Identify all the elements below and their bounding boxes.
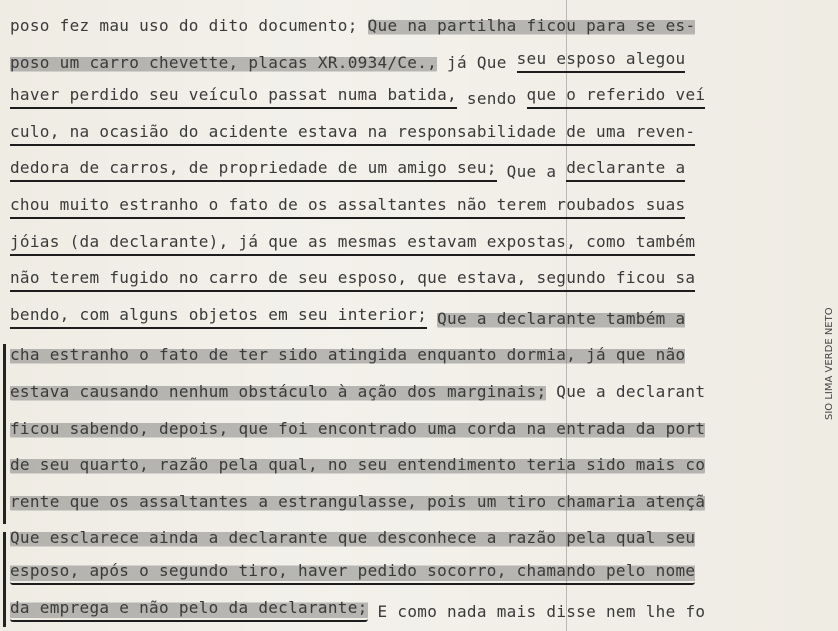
text-segment: Que a declarant <box>546 382 706 401</box>
underlined-text: não terem fugido no carro de seu esposo, que estava, segundo ficou sa <box>10 268 695 292</box>
text-line <box>10 441 705 475</box>
underlined-text: declarante a <box>566 158 685 182</box>
text-line <box>10 112 695 146</box>
side-stamp <box>824 0 838 631</box>
underlined-text: seu esposo alegou <box>517 49 686 73</box>
text-line <box>10 295 685 329</box>
highlighted-text: da emprega e não pelo da declarante; <box>10 598 368 622</box>
text-line <box>10 75 705 109</box>
highlighted-text: Que na partilha ficou para se es- <box>367 16 696 35</box>
text-line <box>10 258 695 292</box>
text-line <box>10 185 685 219</box>
underlined-text: culo, na ocasião do acidente estava na responsabilidade de uma reven- <box>10 122 695 146</box>
text-segment: E como nada mais disse nem lhe fo <box>367 601 706 621</box>
highlighted-text: rente que os assaltantes a estrangulasse, pois um tiro chamaria atençã <box>10 491 706 511</box>
highlighted-text: ficou sabendo, depois, que foi encontrado uma corda na entrada da port <box>10 418 706 438</box>
underlined-text: jóias (da declarante), já que as mesmas estavam expostas, como também <box>10 232 695 256</box>
text-line <box>10 478 705 512</box>
text-segment: sendo <box>456 89 527 109</box>
text-segment: poso fez mau uso do dito documento; <box>10 16 368 35</box>
text-line <box>10 368 705 402</box>
text-line <box>10 551 695 585</box>
highlighted-text: Que esclarece ainda a declarante que desconhece a razão pela qual seu <box>10 528 696 548</box>
text-line <box>10 39 685 73</box>
underlined-text: chou muito estranho o fato de os assaltantes não terem roubados suas <box>10 195 685 219</box>
text-line <box>10 2 695 36</box>
highlighted-text: poso um carro chevette, placas XR.0934/Ce., <box>10 52 438 72</box>
text-line <box>10 588 705 622</box>
text-line <box>10 222 695 256</box>
text-segment: já Que <box>437 52 517 72</box>
underlined-text: bendo, com alguns objetos em seu interior; <box>10 305 427 329</box>
margin-bracket-bottom <box>3 532 6 627</box>
highlighted-text: de seu quarto, razão pela qual, no seu entendimento teria sido mais co <box>10 455 706 475</box>
underlined-text: haver perdido seu veículo passat numa batida, <box>10 85 457 109</box>
text-segment <box>427 309 437 329</box>
highlighted-text: esposo, após o segundo tiro, haver pedido socorro, chamando pelo nome <box>10 561 695 585</box>
underlined-text: que o referido veí <box>527 85 706 109</box>
text-line <box>10 514 695 548</box>
side-stamp-text: SIO LIMA VERDE NETO <box>824 307 835 420</box>
text-line <box>10 331 685 365</box>
highlighted-text: cha estranho o fato de ter sido atingida enquanto dormia, já que não <box>10 345 686 365</box>
margin-bracket-top <box>3 344 6 524</box>
underlined-text: dedora de carros, de propriedade de um amigo seu; <box>10 158 497 182</box>
text-segment: Que a <box>496 162 567 182</box>
highlighted-text: Que a declarante também a <box>437 308 686 328</box>
highlighted-text: estava causando nenhum obstáculo à ação dos marginais; <box>10 382 547 401</box>
text-line <box>10 148 685 182</box>
text-line <box>10 405 705 439</box>
